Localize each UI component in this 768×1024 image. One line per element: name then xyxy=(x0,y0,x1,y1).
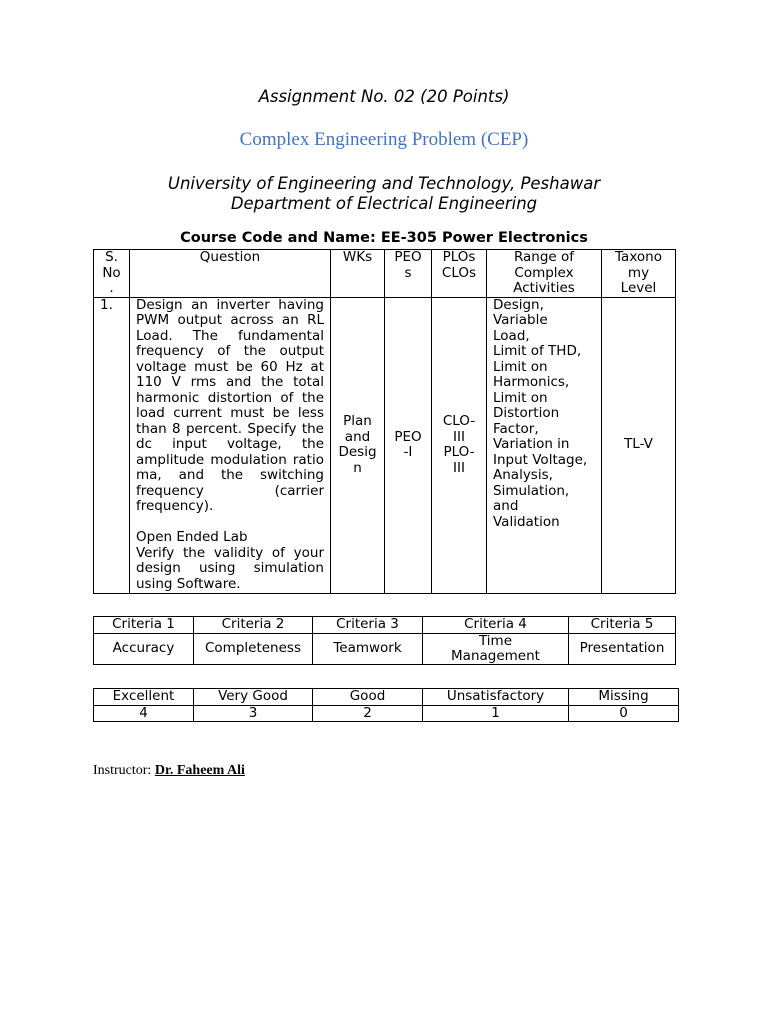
criteria-header: Criteria 2 xyxy=(194,617,313,634)
criteria-value: Accuracy xyxy=(94,633,194,664)
cell-question xyxy=(130,297,331,593)
grade-value: 4 xyxy=(94,705,194,722)
cell-plos: CLO- III PLO- III xyxy=(432,297,487,593)
cep-table xyxy=(93,249,676,594)
header-taxonomy: Taxono my Level xyxy=(602,250,676,298)
assignment-title: Assignment No. 02 (20 Points) xyxy=(258,87,510,106)
cell-sno: 1. xyxy=(94,297,130,593)
criteria-header: Criteria 1 xyxy=(94,617,194,634)
header-question: Question xyxy=(130,250,331,298)
criteria-value: Teamwork xyxy=(313,633,423,664)
criteria-value-row xyxy=(94,633,676,664)
cell-range: Design, Variable Load, Limit of THD, Limit on Harmonics, Limit on Distortion Factor, Variation in Input Voltage, Analysis, Simulation, and Validation xyxy=(487,297,602,593)
institution-heading xyxy=(0,174,768,214)
instructor-line xyxy=(93,763,245,779)
criteria-table xyxy=(93,616,676,665)
question-lab-text: Open Ended Lab Verify the validity of your design using simulation using Software. xyxy=(136,529,324,592)
header-plos: PLOs CLOs xyxy=(432,250,487,298)
criteria-value: Presentation xyxy=(569,633,676,664)
instructor-name: Dr. Faheem Ali xyxy=(154,763,245,778)
grade-value-row xyxy=(94,705,679,722)
grade-value: 2 xyxy=(313,705,423,722)
grade-header: Excellent xyxy=(94,689,194,706)
grade-header-row xyxy=(94,689,679,706)
grade-header: Good xyxy=(313,689,423,706)
grade-header: Unsatisfactory xyxy=(423,689,569,706)
grade-value: 0 xyxy=(569,705,679,722)
university-name: University of Engineering and Technology, Peshawar xyxy=(167,174,601,193)
cell-peos: PEO -I xyxy=(385,297,432,593)
course-title: Course Code and Name: EE-305 Power Electronics xyxy=(180,230,588,246)
department-name: Department of Electrical Engineering xyxy=(230,194,538,213)
criteria-value: Completeness xyxy=(194,633,313,664)
criteria-header: Criteria 4 xyxy=(423,617,569,634)
instructor-label: Instructor: xyxy=(93,763,152,778)
table-row xyxy=(94,297,676,593)
cell-taxonomy: TL-V xyxy=(602,297,676,593)
criteria-header: Criteria 5 xyxy=(569,617,676,634)
grade-value: 3 xyxy=(194,705,313,722)
criteria-header-row xyxy=(94,617,676,634)
header-peos: PEO s xyxy=(385,250,432,298)
grade-value: 1 xyxy=(423,705,569,722)
header-range: Range of Complex Activities xyxy=(487,250,602,298)
criteria-header: Criteria 3 xyxy=(313,617,423,634)
grade-table xyxy=(93,688,679,722)
cell-wks: Plan and Desig n xyxy=(331,297,385,593)
grade-header: Very Good xyxy=(194,689,313,706)
criteria-value: Time Management xyxy=(423,633,569,664)
table-header-row xyxy=(94,250,676,298)
question-text: Design an inverter having PWM output across an RL Load. The fundamental frequency of the output voltage must be 60 Hz at 110 V rms and the total harmonic distortion of the load current must be less than 8 percent. Specify the dc input voltage, the amplitude modulation ratio ma, and the switching frequency (carrier frequency). xyxy=(136,296,324,514)
cep-title: Complex Engineering Problem (CEP) xyxy=(239,129,529,150)
grade-header: Missing xyxy=(569,689,679,706)
header-wks: WKs xyxy=(331,250,385,298)
header-sno: S. No . xyxy=(94,250,130,298)
